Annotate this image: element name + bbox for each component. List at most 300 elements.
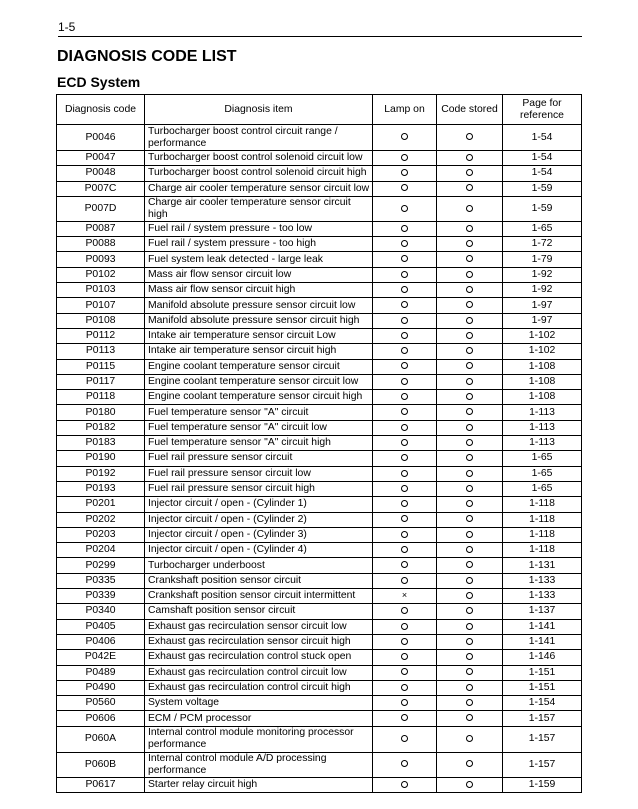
circle-mark-icon	[401, 225, 408, 232]
diagnosis-code-cell: P0299	[57, 558, 145, 573]
diagnosis-item-cell: Injector circuit / open - (Cylinder 3)	[145, 527, 373, 542]
cross-mark-icon: ×	[401, 590, 408, 601]
circle-mark-icon	[466, 668, 473, 675]
circle-mark-icon	[401, 332, 408, 339]
table-row	[57, 166, 582, 181]
table-row	[57, 589, 582, 604]
diagnosis-code-cell: P0118	[57, 390, 145, 405]
circle-mark-icon	[466, 154, 473, 161]
circle-mark-icon	[401, 154, 408, 161]
circle-mark-icon	[466, 393, 473, 400]
table-row	[57, 543, 582, 558]
diagnosis-code-cell: P0560	[57, 696, 145, 711]
page-reference-cell: 1-65	[503, 466, 582, 481]
code-stored-cell	[437, 589, 503, 604]
circle-mark-icon	[401, 255, 408, 262]
circle-mark-icon	[466, 454, 473, 461]
diagnosis-item-cell: Camshaft position sensor circuit	[145, 604, 373, 619]
circle-mark-icon	[466, 653, 473, 660]
diagnosis-code-cell: P0204	[57, 543, 145, 558]
lamp-on-cell	[373, 650, 437, 665]
table-row	[57, 374, 582, 389]
table-row	[57, 298, 582, 313]
circle-mark-icon	[401, 561, 408, 568]
table-row	[57, 125, 582, 151]
diagnosis-code-cell: P0339	[57, 589, 145, 604]
diagnosis-code-cell: P0335	[57, 573, 145, 588]
diagnosis-item-cell: Mass air flow sensor circuit low	[145, 267, 373, 282]
diagnosis-code-cell: P0117	[57, 374, 145, 389]
page-reference-cell: 1-97	[503, 313, 582, 328]
diagnosis-item-cell: Fuel system leak detected - large leak	[145, 252, 373, 267]
diagnosis-item-cell: Crankshaft position sensor circuit	[145, 573, 373, 588]
page-reference-cell: 1-102	[503, 328, 582, 343]
table-row	[57, 221, 582, 236]
page-reference-cell: 1-97	[503, 298, 582, 313]
diagnosis-item-cell: Manifold absolute pressure sensor circuit low	[145, 298, 373, 313]
circle-mark-icon	[401, 668, 408, 675]
code-stored-cell	[437, 221, 503, 236]
lamp-on-cell	[373, 328, 437, 343]
code-stored-cell	[437, 252, 503, 267]
diagnosis-code-cell: P0489	[57, 665, 145, 680]
lamp-on-cell	[373, 451, 437, 466]
diagnosis-code-cell: P0180	[57, 405, 145, 420]
code-stored-cell	[437, 512, 503, 527]
code-stored-cell	[437, 344, 503, 359]
table-row	[57, 267, 582, 282]
circle-mark-icon	[401, 546, 408, 553]
diagnosis-item-cell: Charge air cooler temperature sensor circuit high	[145, 196, 373, 221]
lamp-on-cell	[373, 466, 437, 481]
table-row	[57, 420, 582, 435]
diagnosis-code-cell: P0107	[57, 298, 145, 313]
circle-mark-icon	[401, 684, 408, 691]
page-reference-cell: 1-113	[503, 436, 582, 451]
diagnosis-code-cell: P0048	[57, 166, 145, 181]
circle-mark-icon	[466, 133, 473, 140]
code-stored-cell	[437, 481, 503, 496]
circle-mark-icon	[466, 485, 473, 492]
circle-mark-icon	[401, 184, 408, 191]
diagnosis-item-cell: Injector circuit / open - (Cylinder 2)	[145, 512, 373, 527]
code-stored-cell	[437, 752, 503, 777]
page-reference-cell: 1-54	[503, 166, 582, 181]
page-reference-cell: 1-72	[503, 237, 582, 252]
lamp-on-cell	[373, 436, 437, 451]
diagnosis-item-cell: Mass air flow sensor circuit high	[145, 283, 373, 298]
page-reference-cell: 1-137	[503, 604, 582, 619]
diagnosis-code-cell: P0113	[57, 344, 145, 359]
diagnosis-item-cell: Fuel rail / system pressure - too low	[145, 221, 373, 236]
code-stored-cell	[437, 420, 503, 435]
diagnosis-item-cell: Injector circuit / open - (Cylinder 1)	[145, 497, 373, 512]
lamp-on-cell	[373, 420, 437, 435]
diagnosis-code-cell: P0490	[57, 680, 145, 695]
circle-mark-icon	[401, 735, 408, 742]
circle-mark-icon	[401, 485, 408, 492]
diagnosis-code-cell: P0183	[57, 436, 145, 451]
lamp-on-cell	[373, 726, 437, 752]
page-reference-cell: 1-151	[503, 680, 582, 695]
diagnosis-code-cell: P0406	[57, 634, 145, 649]
page-reference-cell: 1-108	[503, 374, 582, 389]
table-row	[57, 481, 582, 496]
circle-mark-icon	[466, 255, 473, 262]
code-stored-cell	[437, 619, 503, 634]
circle-mark-icon	[401, 393, 408, 400]
diagnosis-item-cell: Fuel temperature sensor "A" circuit	[145, 405, 373, 420]
page-reference-cell: 1-151	[503, 665, 582, 680]
code-stored-cell	[437, 436, 503, 451]
circle-mark-icon	[466, 699, 473, 706]
diagnosis-code-cell: P0087	[57, 221, 145, 236]
page-reference-cell: 1-131	[503, 558, 582, 573]
circle-mark-icon	[466, 271, 473, 278]
diagnosis-item-cell: Fuel temperature sensor "A" circuit high	[145, 436, 373, 451]
lamp-on-cell	[373, 267, 437, 282]
lamp-on-cell	[373, 344, 437, 359]
page-reference-cell: 1-157	[503, 711, 582, 726]
diagnosis-code-cell: P0112	[57, 328, 145, 343]
circle-mark-icon	[401, 531, 408, 538]
lamp-on-cell	[373, 497, 437, 512]
code-stored-cell	[437, 151, 503, 166]
code-stored-cell	[437, 125, 503, 151]
circle-mark-icon	[466, 607, 473, 614]
circle-mark-icon	[401, 439, 408, 446]
table-row	[57, 451, 582, 466]
lamp-on-cell	[373, 313, 437, 328]
circle-mark-icon	[401, 470, 408, 477]
lamp-on-cell	[373, 166, 437, 181]
table-row	[57, 359, 582, 374]
lamp-on-cell	[373, 543, 437, 558]
page-number: 1-5	[58, 20, 76, 34]
circle-mark-icon	[466, 424, 473, 431]
circle-mark-icon	[401, 240, 408, 247]
diagnosis-code-cell: P0115	[57, 359, 145, 374]
lamp-on-cell	[373, 237, 437, 252]
lamp-on-cell	[373, 696, 437, 711]
circle-mark-icon	[401, 714, 408, 721]
table-row	[57, 466, 582, 481]
code-stored-cell	[437, 543, 503, 558]
diagnosis-code-cell: P0606	[57, 711, 145, 726]
diagnosis-item-cell: Manifold absolute pressure sensor circuit high	[145, 313, 373, 328]
circle-mark-icon	[401, 607, 408, 614]
page-reference-cell: 1-118	[503, 543, 582, 558]
table-row	[57, 752, 582, 777]
lamp-on-cell	[373, 680, 437, 695]
diagnosis-item-cell: ECM / PCM processor	[145, 711, 373, 726]
diagnosis-code-cell: P0102	[57, 267, 145, 282]
diagnosis-code-cell: P0192	[57, 466, 145, 481]
table-row	[57, 665, 582, 680]
lamp-on-cell	[373, 711, 437, 726]
code-stored-cell	[437, 527, 503, 542]
code-stored-cell	[437, 196, 503, 221]
table-row	[57, 777, 582, 792]
page-reference-cell: 1-54	[503, 125, 582, 151]
lamp-on-cell	[373, 558, 437, 573]
table-row	[57, 151, 582, 166]
page-reference-cell: 1-65	[503, 221, 582, 236]
table-row	[57, 405, 582, 420]
code-stored-cell	[437, 374, 503, 389]
table-row	[57, 619, 582, 634]
diagnosis-item-cell: Starter relay circuit high	[145, 777, 373, 792]
circle-mark-icon	[466, 169, 473, 176]
circle-mark-icon	[466, 500, 473, 507]
diagnosis-code-cell: P0047	[57, 151, 145, 166]
circle-mark-icon	[401, 362, 408, 369]
diagnosis-code-cell: P0046	[57, 125, 145, 151]
page-reference-cell: 1-102	[503, 344, 582, 359]
lamp-on-cell	[373, 125, 437, 151]
table-row	[57, 650, 582, 665]
table-row	[57, 573, 582, 588]
circle-mark-icon	[466, 515, 473, 522]
table-row	[57, 680, 582, 695]
diagnosis-code-cell: P0088	[57, 237, 145, 252]
circle-mark-icon	[466, 317, 473, 324]
page-reference-cell: 1-79	[503, 252, 582, 267]
page-reference-cell: 1-157	[503, 752, 582, 777]
code-stored-cell	[437, 497, 503, 512]
lamp-on-cell	[373, 481, 437, 496]
diagnosis-item-cell: Turbocharger boost control circuit range / performance	[145, 125, 373, 151]
page-reference-cell: 1-113	[503, 420, 582, 435]
circle-mark-icon	[466, 470, 473, 477]
table-row	[57, 497, 582, 512]
diagnosis-code-cell: P0203	[57, 527, 145, 542]
page-reference-cell: 1-108	[503, 390, 582, 405]
circle-mark-icon	[401, 133, 408, 140]
circle-mark-icon	[401, 500, 408, 507]
page-reference-cell: 1-154	[503, 696, 582, 711]
circle-mark-icon	[466, 378, 473, 385]
circle-mark-icon	[401, 638, 408, 645]
circle-mark-icon	[401, 301, 408, 308]
page-reference-cell: 1-146	[503, 650, 582, 665]
table-row	[57, 634, 582, 649]
diagnosis-code-cell: P042E	[57, 650, 145, 665]
circle-mark-icon	[466, 347, 473, 354]
code-stored-cell	[437, 604, 503, 619]
circle-mark-icon	[401, 515, 408, 522]
diagnosis-code-cell: P007D	[57, 196, 145, 221]
lamp-on-cell	[373, 777, 437, 792]
page-reference-cell: 1-92	[503, 283, 582, 298]
code-stored-cell	[437, 634, 503, 649]
code-stored-cell	[437, 166, 503, 181]
page-reference-cell: 1-118	[503, 527, 582, 542]
diagnosis-code-cell: P060A	[57, 726, 145, 752]
table-row	[57, 436, 582, 451]
diagnosis-item-cell: Exhaust gas recirculation control circuit high	[145, 680, 373, 695]
code-stored-cell	[437, 726, 503, 752]
circle-mark-icon	[466, 362, 473, 369]
diagnosis-code-cell: P0193	[57, 481, 145, 496]
page-reference-cell: 1-108	[503, 359, 582, 374]
circle-mark-icon	[466, 240, 473, 247]
diagnosis-item-cell: Exhaust gas recirculation sensor circuit low	[145, 619, 373, 634]
diagnosis-code-cell: P0201	[57, 497, 145, 512]
page-reference-cell: 1-54	[503, 151, 582, 166]
circle-mark-icon	[466, 714, 473, 721]
circle-mark-icon	[401, 271, 408, 278]
diagnosis-item-cell: Crankshaft position sensor circuit intermittent	[145, 589, 373, 604]
circle-mark-icon	[401, 378, 408, 385]
code-stored-cell	[437, 283, 503, 298]
table-row	[57, 313, 582, 328]
circle-mark-icon	[401, 781, 408, 788]
circle-mark-icon	[466, 332, 473, 339]
diagnosis-item-cell: Fuel rail pressure sensor circuit low	[145, 466, 373, 481]
code-stored-cell	[437, 680, 503, 695]
lamp-on-cell	[373, 405, 437, 420]
lamp-on-cell	[373, 634, 437, 649]
circle-mark-icon	[466, 684, 473, 691]
table-row	[57, 237, 582, 252]
circle-mark-icon	[401, 760, 408, 767]
page-title: DIAGNOSIS CODE LIST	[57, 48, 237, 65]
circle-mark-icon	[401, 286, 408, 293]
code-stored-cell	[437, 267, 503, 282]
circle-mark-icon	[466, 577, 473, 584]
header-page-reference: Page for reference	[503, 95, 582, 125]
diagnosis-item-cell: Internal control module monitoring processor performance	[145, 726, 373, 752]
table-row	[57, 527, 582, 542]
diagnosis-item-cell: Intake air temperature sensor circuit high	[145, 344, 373, 359]
diagnosis-code-cell: P0202	[57, 512, 145, 527]
code-stored-cell	[437, 451, 503, 466]
lamp-on-cell	[373, 512, 437, 527]
code-stored-cell	[437, 466, 503, 481]
circle-mark-icon	[466, 225, 473, 232]
page-reference-cell: 1-141	[503, 619, 582, 634]
table-row	[57, 726, 582, 752]
circle-mark-icon	[466, 592, 473, 599]
code-stored-cell	[437, 359, 503, 374]
table-row	[57, 328, 582, 343]
diagnosis-code-cell: P0182	[57, 420, 145, 435]
diagnosis-code-cell: P0108	[57, 313, 145, 328]
page-reference-cell: 1-159	[503, 777, 582, 792]
diagnosis-item-cell: Engine coolant temperature sensor circuit	[145, 359, 373, 374]
code-stored-cell	[437, 777, 503, 792]
circle-mark-icon	[466, 623, 473, 630]
page-reference-cell: 1-65	[503, 451, 582, 466]
diagnosis-item-cell: Injector circuit / open - (Cylinder 4)	[145, 543, 373, 558]
circle-mark-icon	[466, 561, 473, 568]
circle-mark-icon	[466, 184, 473, 191]
diagnosis-item-cell: Fuel temperature sensor "A" circuit low	[145, 420, 373, 435]
diagnosis-item-cell: System voltage	[145, 696, 373, 711]
code-stored-cell	[437, 313, 503, 328]
code-stored-cell	[437, 390, 503, 405]
circle-mark-icon	[401, 623, 408, 630]
table-row	[57, 711, 582, 726]
table-row	[57, 512, 582, 527]
page-reference-cell: 1-157	[503, 726, 582, 752]
diagnosis-item-cell: Internal control module A/D processing performance	[145, 752, 373, 777]
page-reference-cell: 1-118	[503, 497, 582, 512]
diagnosis-item-cell: Fuel rail pressure sensor circuit high	[145, 481, 373, 496]
circle-mark-icon	[401, 424, 408, 431]
circle-mark-icon	[401, 577, 408, 584]
circle-mark-icon	[401, 653, 408, 660]
lamp-on-cell	[373, 151, 437, 166]
circle-mark-icon	[466, 546, 473, 553]
table-row	[57, 283, 582, 298]
diagnosis-item-cell: Fuel rail pressure sensor circuit	[145, 451, 373, 466]
diagnosis-item-cell: Exhaust gas recirculation control circuit low	[145, 665, 373, 680]
circle-mark-icon	[466, 205, 473, 212]
lamp-on-cell	[373, 283, 437, 298]
code-stored-cell	[437, 573, 503, 588]
lamp-on-cell	[373, 181, 437, 196]
diagnosis-item-cell: Turbocharger underboost	[145, 558, 373, 573]
table-row	[57, 344, 582, 359]
diagnosis-item-cell: Turbocharger boost control solenoid circuit high	[145, 166, 373, 181]
circle-mark-icon	[466, 301, 473, 308]
page-reference-cell: 1-92	[503, 267, 582, 282]
circle-mark-icon	[466, 439, 473, 446]
page-reference-cell: 1-65	[503, 481, 582, 496]
diagnosis-item-cell: Intake air temperature sensor circuit Low	[145, 328, 373, 343]
diagnosis-item-cell: Fuel rail / system pressure - too high	[145, 237, 373, 252]
code-stored-cell	[437, 650, 503, 665]
diagnosis-code-cell: P0405	[57, 619, 145, 634]
lamp-on-cell	[373, 619, 437, 634]
diagnosis-code-table	[56, 94, 582, 793]
circle-mark-icon	[466, 531, 473, 538]
diagnosis-item-cell: Engine coolant temperature sensor circuit low	[145, 374, 373, 389]
table-row	[57, 252, 582, 267]
diagnosis-code-cell: P0340	[57, 604, 145, 619]
circle-mark-icon	[401, 205, 408, 212]
header-rule	[58, 36, 582, 37]
diagnosis-item-cell: Exhaust gas recirculation control stuck open	[145, 650, 373, 665]
code-stored-cell	[437, 405, 503, 420]
lamp-on-cell	[373, 374, 437, 389]
diagnosis-item-cell: Charge air cooler temperature sensor circuit low	[145, 181, 373, 196]
code-stored-cell	[437, 298, 503, 313]
circle-mark-icon	[401, 317, 408, 324]
circle-mark-icon	[466, 638, 473, 645]
header-code-stored: Code stored	[437, 95, 503, 125]
page-reference-cell: 1-113	[503, 405, 582, 420]
code-stored-cell	[437, 665, 503, 680]
diagnosis-code-cell: P0103	[57, 283, 145, 298]
code-stored-cell	[437, 237, 503, 252]
lamp-on-cell	[373, 589, 437, 604]
header-diagnosis-code: Diagnosis code	[57, 95, 145, 125]
circle-mark-icon	[401, 699, 408, 706]
circle-mark-icon	[401, 347, 408, 354]
lamp-on-cell	[373, 196, 437, 221]
table-row	[57, 196, 582, 221]
section-title: ECD System	[57, 74, 141, 90]
circle-mark-icon	[466, 286, 473, 293]
diagnosis-code-cell: P060B	[57, 752, 145, 777]
lamp-on-cell	[373, 359, 437, 374]
table-row	[57, 604, 582, 619]
code-stored-cell	[437, 181, 503, 196]
circle-mark-icon	[401, 408, 408, 415]
